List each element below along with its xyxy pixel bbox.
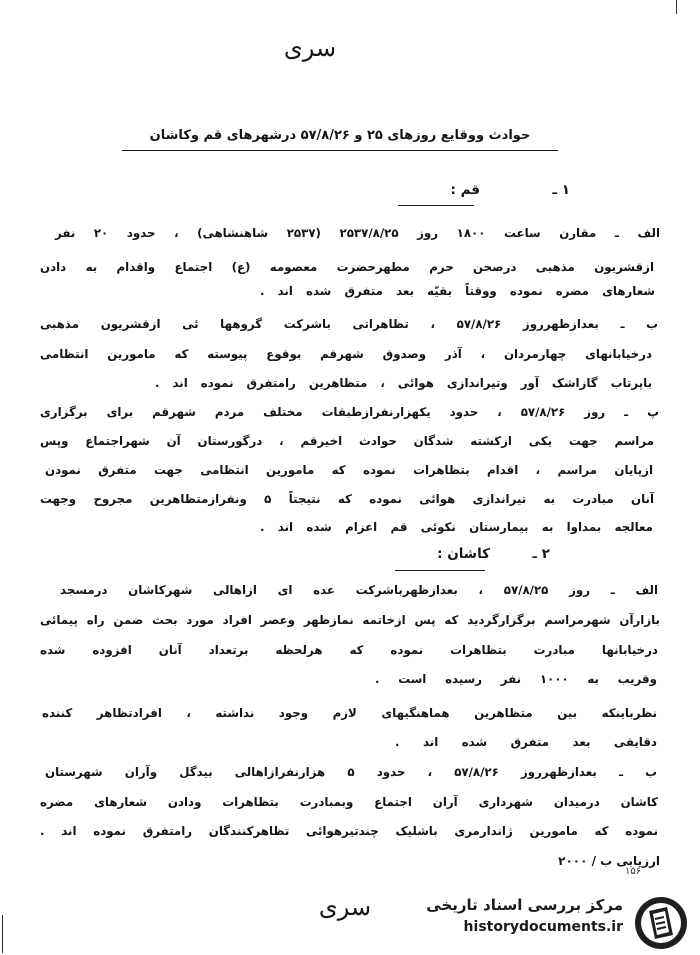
section2-line: وقریب به ۱۰۰۰ نفر رسیده است . [375,672,657,686]
section1-line: ازپایان مراسم ، اقدام بتظاهرات نموده که مامورین انتظامی جهت متفرق نمودن [45,463,653,477]
section1-heading: قم : [450,182,480,198]
section2-line: دقایقی بعد متفرق شده اند . [395,735,657,749]
watermark-url: historydocuments.ir [463,919,623,935]
section1-line: آنان مبادرت به تیراندازی هوائی نموده که نتیجتاً ۵ ونفرازمتظاهرین مجروح وجهت [40,492,654,506]
watermark [405,893,695,951]
scan-mark [2,915,3,953]
section1-line: باپرتاب گازاشک آور وتیراندازی هوائی ، متظاهرین رامتفرق نموده اند . [155,376,652,390]
section2-heading-underline [395,570,485,571]
section2-line: نظرباینکه بین متظاهرین هماهنگیهای لازم وجود نداشته ، افرادتظاهر کننده [42,706,657,720]
section1-line: الف ـ مقارن ساعت ۱۸۰۰ روز ۲۵۳۷/۸/۲۵ (۲۵۳۷ شاهنشاهی) ، حدود ۲۰ نفر [55,226,660,240]
classification-top: سری [283,34,337,62]
section2-heading: کاشان : [437,546,490,562]
section2-line: ب ـ بعدازظهرروز ۵۷/۸/۲۶ ، حدود ۵ هزارنفرازاهالی بیدگل وآران شهرستان [45,765,657,779]
section1-line: ازقشریون مذهبی درصحن حرم مطهرحضرت معصومه (ع) اجتماع واقدام به دادن [40,260,654,274]
page-number: ۱۵۶ [625,866,642,877]
section1-line: ب ـ بعدازظهرروز ۵۷/۸/۲۶ ، تظاهراتی باشرکت گروهها ئی ازقشریون مذهبی [40,317,658,331]
section1-line: معالجه بمداوا به بیمارستان نکوئی قم اعزام شده اند . [260,520,653,534]
section2-line: کاشان درمیدان شهرداری آران اجتماع وبمبادرت بتظاهرات ودادن شعارهای مضره [40,795,658,809]
watermark-title: مرکز بررسی اسناد تاریخی [426,896,623,914]
section2-line: نموده که مامورین ژاندارمری باشلیک چندتیرهوائی تظاهرکنندگان رامتفرق نموده اند . [40,824,658,838]
section1-line: شعارهای مضره نموده ووقتاً بقیّه بعد متفرق شده اند . [260,284,655,298]
archive-logo-icon [633,895,689,951]
section2-line: الف ـ روز ۵۷/۸/۲۵ ، بعدازظهرباشرکت عده ای ازاهالی شهرکاشان درمسجد [60,583,658,597]
scan-mark [676,0,677,14]
section1-number: ۱ ـ [552,182,570,198]
section1-line: مراسم جهت یکی ازکشته شدگان حوادث اخیرقم ، درگورستان آن شهراجتماع وپس [40,434,654,448]
section1-line: پ ـ روز ۵۷/۸/۲۶ ، حدود یکهزارنفرازطبقات مختلف مردم شهرقم برای برگزاری [40,405,659,419]
evaluation-note: ارزیابی ب / ۲۰۰۰ [558,854,660,868]
classification-bottom: سری [318,893,372,921]
section2-line: بازارآن شهرمراسم برگزارگردید که پس ازخاتمه نمازظهر وعصر افراد مورد بحث ضمن راه پیمائی [40,613,660,627]
document-title: حوادث ووقایع روزهای ۲۵ و ۵۷/۸/۲۶ درشهرهای قم وکاشان [149,128,531,143]
section2-line: درخیابانها مبادرت بتظاهرات نموده که هرلحظه برتعداد آنان افزوده شده [40,643,658,657]
section1-heading-underline [398,205,474,206]
section2-number: ۲ ـ [532,546,550,562]
title-underline [122,150,558,151]
section1-line: درخیابانهای چهارمردان ، آذر وصدوق شهرقم بوقوع پیوسته که مامورین انتظامی [40,347,652,361]
